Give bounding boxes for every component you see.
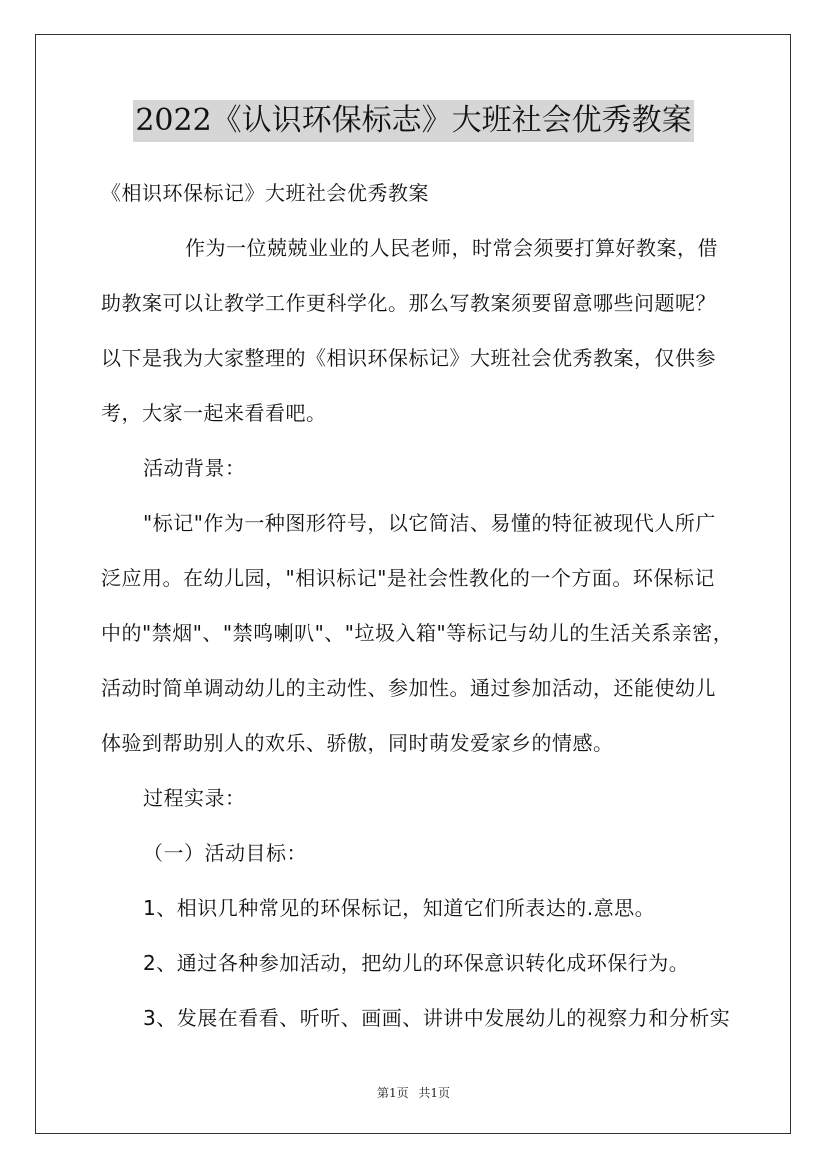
list-item: 1、相识几种常见的环保标记，知道它们所表达的.意思。 xyxy=(143,896,656,920)
paragraph-line: 作为一位兢兢业业的人民老师，时常会须要打算好教案，借 xyxy=(185,236,718,260)
list-item: 3、发展在看看、听听、画画、讲讲中发展幼儿的视察力和分析实 xyxy=(143,1006,731,1030)
paragraph-line: 以下是我为大家整理的《相识环保标记》大班社会优秀教案，仅供参 xyxy=(101,346,716,370)
section-heading: 过程实录： xyxy=(143,786,246,810)
paragraph-line: 体验到帮助别人的欢乐、骄傲，同时萌发爱家乡的情感。 xyxy=(101,731,614,755)
page-total: 共1页 xyxy=(418,1086,451,1100)
page-number: 第1页 xyxy=(376,1086,409,1100)
paragraph-line: 泛应用。在幼儿园，"相识标记"是社会性教化的一个方面。环保标记 xyxy=(101,566,715,590)
subtitle-line: 《相识环保标记》大班社会优秀教案 xyxy=(101,181,429,205)
page-footer xyxy=(0,1084,827,1101)
paragraph-line: 中的"禁烟"、"禁鸣喇叭"、"垃圾入箱"等标记与幼儿的生活关系亲密， xyxy=(101,621,734,645)
document-title: 2022《认识环保标志》大班社会优秀教案 xyxy=(133,100,693,142)
paragraph-line: 助教案可以让教学工作更科学化。那么写教案须要留意哪些问题呢？ xyxy=(101,291,716,315)
list-item: 2、通过各种参加活动，把幼儿的环保意识转化成环保行为。 xyxy=(143,951,690,975)
section-heading: 活动背景： xyxy=(143,456,246,480)
paragraph-line: 活动时简单调动幼儿的主动性、参加性。通过参加活动，还能使幼儿 xyxy=(101,676,716,700)
title-container xyxy=(0,100,827,142)
paragraph-line: "标记"作为一种图形符号，以它简洁、易懂的特征被现代人所广 xyxy=(143,511,716,535)
paragraph-line: 考，大家一起来看看吧。 xyxy=(101,401,327,425)
subsection-heading: （一）活动目标： xyxy=(143,841,307,865)
